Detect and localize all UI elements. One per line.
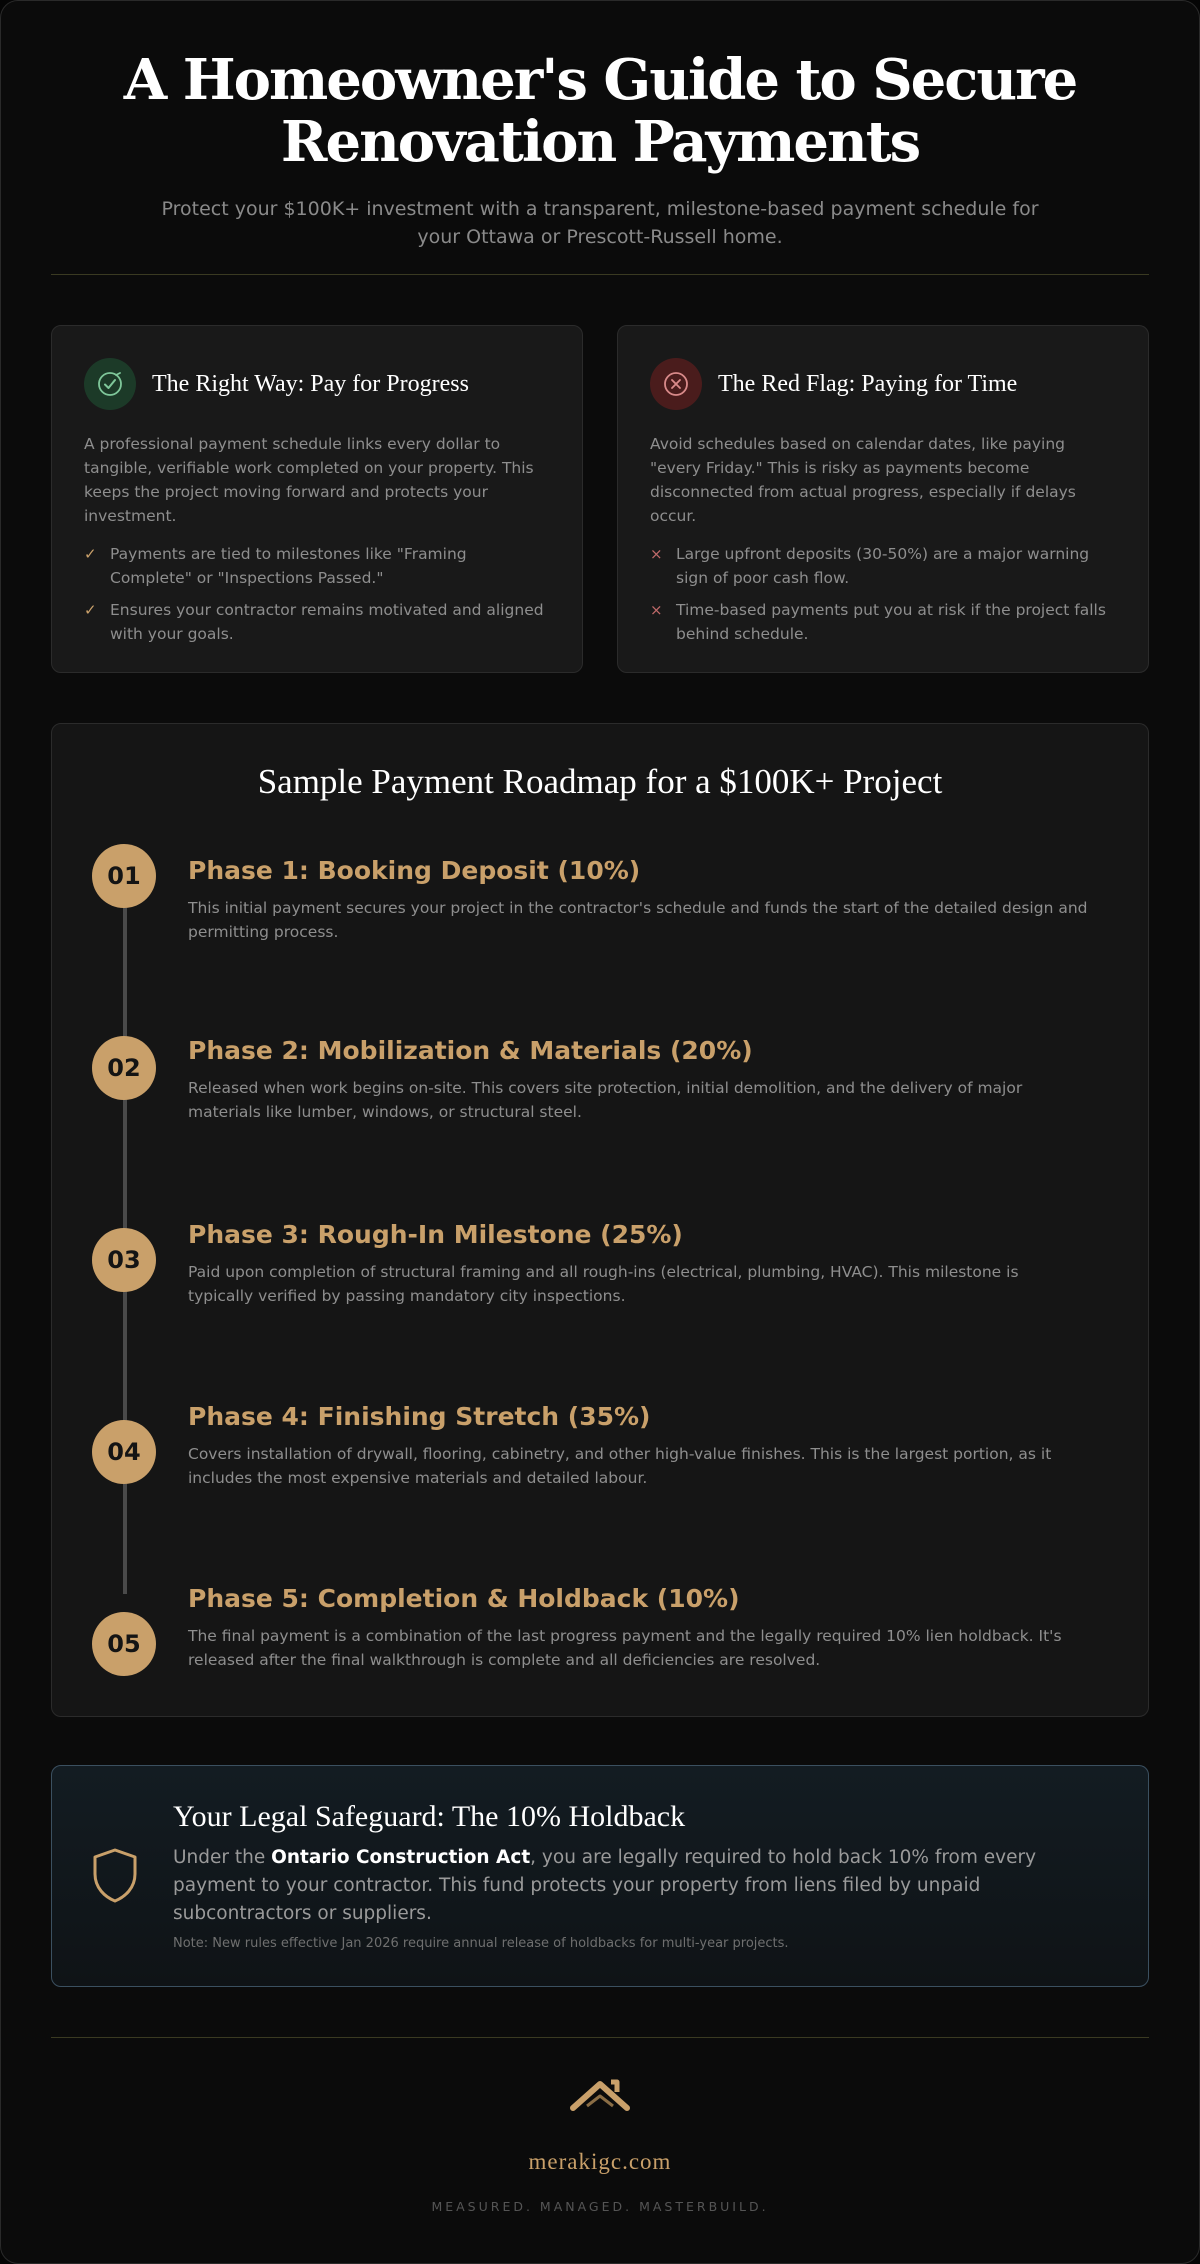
phase-title: Phase 5: Completion & Holdback (10%) [188,1584,740,1613]
check-mark-icon: ✓ [84,601,97,619]
list-item-text: Time-based payments put you at risk if the project falls behind schedule. [676,601,1106,643]
list-item [650,542,1116,590]
x-mark-icon: × [650,545,663,563]
phase-description: Paid upon completion of structural framing and all rough-ins (electrical, plumbing, HVAC). This milestone is typically verified by passing mandatory city inspections. [188,1263,1019,1305]
list-item [650,598,1116,646]
phase-title: Phase 2: Mobilization & Materials (20%) [188,1036,753,1065]
holdback-title: Your Legal Safeguard: The 10% Holdback [173,1800,686,1833]
footer-site: merakigc.com [528,2149,672,2174]
page-title: A Homeowner's Guide to Secure Renovation Payments [123,47,1077,175]
phase-description: Released when work begins on-site. This covers site protection, initial demolition, and the delivery of major materials like lumber, windows, or structural steel. [188,1079,1023,1121]
phase-number: 05 [92,1612,156,1676]
check-mark-icon: ✓ [84,545,97,563]
phase-description: Covers installation of drywall, flooring, cabinetry, and other high-value finishes. This is the largest portion, as it includes the most expensive materials and detailed labour. [188,1445,1052,1487]
holdback-body-bold: Ontario Construction Act [271,1847,531,1868]
list-item-text: Ensures your contractor remains motivated and aligned with your goals. [110,601,544,643]
list-item [84,542,550,590]
shield-icon [90,1846,140,1908]
red-flag-list [650,542,1116,646]
list-item-text: Large upfront deposits (30-50%) are a major warning sign of poor cash flow. [676,545,1090,587]
red-flag-title: The Red Flag: Paying for Time [718,370,1018,397]
list-item [84,598,550,646]
top-divider [51,274,1149,275]
phase-title: Phase 4: Finishing Stretch (35%) [188,1402,651,1431]
check-circle-icon [84,358,136,410]
right-way-list [84,542,550,646]
red-flag-card [617,325,1149,673]
right-way-title: The Right Way: Pay for Progress [152,370,469,397]
house-roof-icon [569,2076,631,2120]
phase-number: 04 [92,1420,156,1484]
right-way-body: A professional payment schedule links every dollar to tangible, verifiable work completed on your property. This keeps the project moving forward and protects your investment. [84,435,534,525]
holdback-body-post: , you are legally required to hold back 10% from every payment to your contractor. This fund protects your property from liens filed by unpaid subcontractors or suppliers. [173,1847,1037,1924]
phase-description: The final payment is a combination of the last progress payment and the legally required 10% lien holdback. It's released after the final walkthrough is complete and all deficiencies are resolved. [188,1627,1062,1669]
payment-roadmap [51,723,1149,1717]
right-way-card [51,325,583,673]
holdback-note: Note: New rules effective Jan 2026 require annual release of holdbacks for multi-year projects. [173,1936,789,1951]
roadmap-title: Sample Payment Roadmap for a $100K+ Project [257,762,943,801]
holdback-body-pre: Under the [173,1847,272,1868]
holdback-body [173,1844,1113,1928]
phase-number: 02 [92,1036,156,1100]
holdback-callout [51,1765,1149,1987]
phase-title: Phase 3: Rough-In Milestone (25%) [188,1220,683,1249]
bottom-divider [51,2037,1149,2038]
footer-tagline: MEASURED. MANAGED. MASTERBUILD. [431,2199,769,2214]
phase-number: 03 [92,1228,156,1292]
x-mark-icon: × [650,601,663,619]
red-flag-body: Avoid schedules based on calendar dates, like paying "every Friday." This is risky as payments become disconnected from actual progress, especially if delays occur. [650,435,1076,525]
phase-title: Phase 1: Booking Deposit (10%) [188,856,641,885]
page-subtitle: Protect your $100K+ investment with a transparent, milestone-based payment schedule for your Ottawa or Prescott-Russell home. [161,198,1039,248]
phase-number: 01 [92,844,156,908]
phase-description: This initial payment secures your project in the contractor's schedule and funds the start of the detailed design and permitting process. [188,899,1088,941]
list-item-text: Payments are tied to milestones like "Framing Complete" or "Inspections Passed." [110,545,467,587]
x-circle-icon [650,358,702,410]
